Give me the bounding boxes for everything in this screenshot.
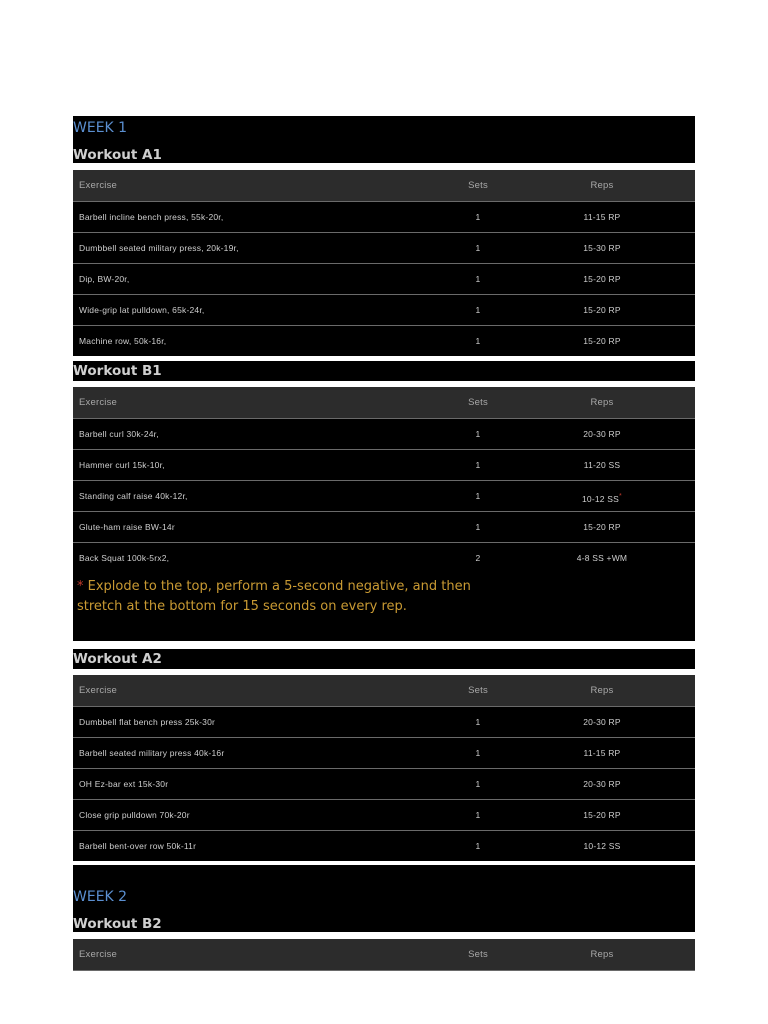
workout-title: Workout A2 bbox=[73, 651, 162, 667]
reps-cell bbox=[553, 481, 651, 514]
sets-cell: 1 bbox=[475, 810, 481, 820]
exercise-cell: Hammer curl 15k-10r, bbox=[79, 460, 165, 470]
workout-a2-title-block bbox=[73, 649, 695, 669]
table-row bbox=[73, 543, 695, 573]
reps-cell: 4-8 SS +WM bbox=[576, 553, 628, 563]
workout-title: Workout B1 bbox=[73, 363, 162, 379]
reps-cell: 11-15 RP bbox=[583, 748, 621, 758]
footnote bbox=[77, 577, 677, 617]
table-row bbox=[73, 481, 695, 512]
workout-a2-table bbox=[73, 675, 695, 861]
exercise-cell: OH Ez-bar ext 15k-30r bbox=[79, 779, 169, 789]
reps-cell: 15-20 RP bbox=[583, 274, 621, 284]
sets-cell: 1 bbox=[475, 460, 481, 470]
table-row bbox=[73, 295, 695, 326]
table-row bbox=[73, 450, 695, 481]
reps-cell: 15-20 RP bbox=[583, 336, 621, 346]
reps-column-header: Reps bbox=[590, 685, 614, 696]
footnote-line-1: Explode to the top, perform a 5-second negative, and then bbox=[83, 579, 471, 594]
sets-cell: 1 bbox=[475, 305, 481, 315]
week1-title-block bbox=[73, 116, 695, 163]
reps-cell: 20-30 RP bbox=[583, 429, 621, 439]
week-label: WEEK 1 bbox=[73, 120, 128, 136]
table-row bbox=[73, 326, 695, 356]
reps-column-header: Reps bbox=[590, 397, 614, 408]
reps-cell: 20-30 RP bbox=[583, 717, 621, 727]
sets-cell: 1 bbox=[475, 491, 481, 501]
footnote-line-2: stretch at the bottom for 15 seconds on every rep. bbox=[77, 599, 407, 614]
table-header bbox=[73, 170, 695, 202]
exercise-cell: Dumbbell seated military press, 20k-19r, bbox=[79, 243, 239, 253]
workout-b2-table bbox=[73, 939, 695, 971]
table-header bbox=[73, 675, 695, 707]
sets-cell: 1 bbox=[475, 429, 481, 439]
reps-cell: 11-15 RP bbox=[583, 212, 621, 222]
table-row bbox=[73, 769, 695, 800]
exercise-cell: Barbell seated military press 40k-16r bbox=[79, 748, 225, 758]
exercise-cell: Dumbbell flat bench press 25k-30r bbox=[79, 717, 216, 727]
table-row bbox=[73, 738, 695, 769]
reps-cell: 11-20 SS bbox=[583, 460, 621, 470]
workout-b1-title-block bbox=[73, 361, 695, 381]
table-row bbox=[73, 831, 695, 861]
sets-column-header: Sets bbox=[468, 949, 488, 960]
sets-cell: 2 bbox=[475, 553, 481, 563]
footnote-asterisk: * bbox=[619, 492, 622, 500]
exercise-cell: Glute-ham raise BW-14r bbox=[79, 522, 175, 532]
sets-cell: 1 bbox=[475, 717, 481, 727]
sets-cell: 1 bbox=[475, 212, 481, 222]
table-row bbox=[73, 202, 695, 233]
sets-cell: 1 bbox=[475, 336, 481, 346]
sets-column-header: Sets bbox=[468, 180, 488, 191]
sets-column-header: Sets bbox=[468, 397, 488, 408]
sets-cell: 1 bbox=[475, 841, 481, 851]
reps-cell: 15-30 RP bbox=[583, 243, 621, 253]
table-header bbox=[73, 939, 695, 971]
table-row bbox=[73, 419, 695, 450]
exercise-column-header: Exercise bbox=[79, 397, 118, 408]
exercise-cell: Barbell bent-over row 50k-11r bbox=[79, 841, 197, 851]
sets-cell: 1 bbox=[475, 243, 481, 253]
reps-cell: 15-20 RP bbox=[583, 305, 621, 315]
exercise-cell: Standing calf raise 40k-12r, bbox=[79, 491, 188, 501]
exercise-cell: Back Squat 100k-5rx2, bbox=[79, 553, 170, 563]
workout-a1-table bbox=[73, 170, 695, 356]
sets-cell: 1 bbox=[475, 779, 481, 789]
exercise-cell: Dip, BW-20r, bbox=[79, 274, 130, 284]
table-row bbox=[73, 512, 695, 543]
reps-cell: 15-20 RP bbox=[583, 810, 621, 820]
sets-cell: 1 bbox=[475, 522, 481, 532]
table-row bbox=[73, 264, 695, 295]
reps-value: 10-12 SS bbox=[581, 493, 620, 504]
exercise-cell: Wide-grip lat pulldown, 65k-24r, bbox=[79, 305, 205, 315]
sets-column-header: Sets bbox=[468, 685, 488, 696]
reps-column-header: Reps bbox=[590, 180, 614, 191]
reps-cell: 20-30 RP bbox=[583, 779, 621, 789]
table-row bbox=[73, 800, 695, 831]
table-header bbox=[73, 387, 695, 419]
table-row bbox=[73, 707, 695, 738]
week2-title-block bbox=[73, 865, 695, 932]
exercise-cell: Close grip pulldown 70k-20r bbox=[79, 810, 190, 820]
footnote-asterisk: * bbox=[77, 579, 84, 594]
workout-title: Workout A1 bbox=[73, 147, 162, 163]
exercise-column-header: Exercise bbox=[79, 180, 118, 191]
reps-cell: 10-12 SS bbox=[583, 841, 621, 851]
workout-b1-table bbox=[73, 387, 695, 641]
exercise-column-header: Exercise bbox=[79, 949, 118, 960]
exercise-cell: Barbell incline bench press, 55k-20r, bbox=[79, 212, 224, 222]
sets-cell: 1 bbox=[475, 748, 481, 758]
week-label: WEEK 2 bbox=[73, 889, 128, 905]
workout-title: Workout B2 bbox=[73, 916, 162, 932]
reps-column-header: Reps bbox=[590, 949, 614, 960]
sets-cell: 1 bbox=[475, 274, 481, 284]
reps-cell: 15-20 RP bbox=[583, 522, 621, 532]
exercise-column-header: Exercise bbox=[79, 685, 118, 696]
exercise-cell: Machine row, 50k-16r, bbox=[79, 336, 167, 346]
table-row bbox=[73, 233, 695, 264]
exercise-cell: Barbell curl 30k-24r, bbox=[79, 429, 159, 439]
